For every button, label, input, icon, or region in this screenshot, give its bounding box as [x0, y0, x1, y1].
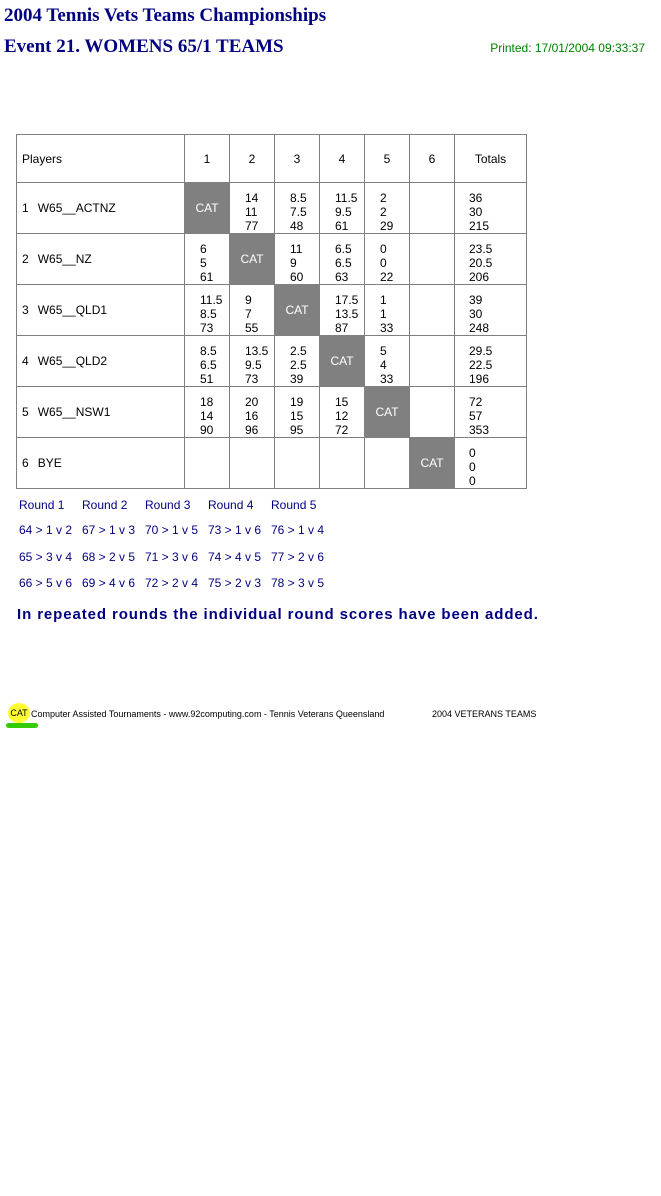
round-match: 75 > 2 v 3 [208, 576, 262, 590]
score-cell [185, 387, 230, 438]
total-value: 206 [469, 270, 490, 284]
score-cell [410, 285, 455, 336]
round-match: 67 > 1 v 3 [82, 523, 136, 537]
score-values [230, 285, 274, 335]
column-header-6: 6 [410, 135, 455, 183]
score-cell [320, 234, 365, 285]
column-header-4: 4 [320, 135, 365, 183]
score-cell [185, 234, 230, 285]
score-cell [275, 438, 320, 489]
round-header-5: Round 5 [271, 498, 317, 512]
score-value: 77 [245, 219, 259, 233]
totals-cell [455, 234, 527, 285]
logo-underline [6, 723, 38, 728]
round-match: 70 > 1 v 5 [145, 523, 199, 537]
score-value: 61 [200, 270, 214, 284]
score-values [320, 183, 364, 233]
score-value: 9.5 [335, 205, 352, 219]
score-cell [365, 336, 410, 387]
score-cell [275, 234, 320, 285]
score-value: 2.5 [290, 344, 307, 358]
player-cell [17, 387, 185, 438]
player-name: W65__QLD1 [37, 303, 108, 317]
score-value: 87 [335, 321, 349, 335]
rounds-row [19, 576, 334, 602]
player-cell [17, 183, 185, 234]
score-cell [365, 183, 410, 234]
score-cell [185, 285, 230, 336]
round-match: 65 > 3 v 4 [19, 550, 73, 564]
totals-header: Totals [455, 135, 527, 183]
player-name: W65__ACTNZ [37, 201, 116, 215]
column-header-3: 3 [275, 135, 320, 183]
score-value: 6.5 [335, 256, 352, 270]
score-value: 55 [245, 321, 259, 335]
total-value: 0 [469, 460, 476, 474]
score-value: 0 [380, 242, 387, 256]
table-row [17, 285, 527, 336]
total-value: 22.5 [469, 358, 493, 372]
player-number: 5 [22, 405, 29, 419]
score-values [230, 336, 274, 386]
total-value: 39 [469, 293, 483, 307]
score-values [320, 234, 364, 284]
table-row [17, 438, 527, 489]
score-cell [365, 285, 410, 336]
score-value: 7.5 [290, 205, 307, 219]
player-number: 4 [22, 354, 29, 368]
player-cell [17, 234, 185, 285]
players-header: Players [17, 135, 185, 183]
score-value: 2.5 [290, 358, 307, 372]
score-values [365, 183, 409, 233]
score-cell [320, 438, 365, 489]
totals-cell [455, 438, 527, 489]
score-values [185, 285, 229, 335]
score-value: 11.5 [335, 191, 358, 205]
rounds-schedule [19, 498, 334, 602]
score-value: 15 [335, 395, 349, 409]
score-value: 8.5 [200, 307, 217, 321]
score-value: 72 [335, 423, 349, 437]
score-value: 96 [245, 423, 259, 437]
score-value: 1 [380, 293, 387, 307]
table-row [17, 183, 527, 234]
score-value: 9 [245, 293, 252, 307]
round-match: 64 > 1 v 2 [19, 523, 73, 537]
table-row [17, 336, 527, 387]
score-value: 5 [380, 344, 387, 358]
score-values [275, 234, 319, 284]
score-value: 11 [245, 205, 258, 219]
score-value: 11 [290, 242, 303, 256]
event-title: Event 21. WOMENS 65/1 TEAMS [4, 36, 284, 57]
totals-cell [455, 183, 527, 234]
page-title: 2004 Tennis Vets Teams Championships [4, 5, 327, 26]
score-value: 13.5 [335, 307, 359, 321]
player-number: 6 [22, 456, 29, 470]
round-match: 69 > 4 v 6 [82, 576, 136, 590]
round-match: 78 > 3 v 5 [271, 576, 325, 590]
total-value: 20.5 [469, 256, 493, 270]
score-values [230, 183, 274, 233]
column-header-5: 5 [365, 135, 410, 183]
score-value: 0 [380, 256, 387, 270]
score-value: 1 [380, 307, 387, 321]
repeated-rounds-note: In repeated rounds the individual round scores have been added. [17, 606, 539, 623]
score-value: 4 [380, 358, 387, 372]
score-value: 73 [200, 321, 214, 335]
score-value: 8.5 [290, 191, 307, 205]
rounds-row [19, 523, 334, 550]
score-value: 73 [245, 372, 259, 386]
score-values [230, 387, 274, 437]
score-value: 8.5 [200, 344, 217, 358]
score-value: 14 [245, 191, 259, 205]
column-header-2: 2 [230, 135, 275, 183]
total-value: 29.5 [469, 344, 493, 358]
player-cell [17, 438, 185, 489]
results-table [16, 134, 527, 489]
score-values [275, 387, 319, 437]
score-cell [320, 183, 365, 234]
score-value: 61 [335, 219, 349, 233]
score-value: 18 [200, 395, 214, 409]
score-value: 33 [380, 321, 394, 335]
score-values [365, 285, 409, 335]
score-cell [410, 183, 455, 234]
score-value: 51 [200, 372, 214, 386]
cat-cell: CAT [275, 285, 320, 336]
score-value: 11.5 [200, 293, 223, 307]
round-match: 66 > 5 v 6 [19, 576, 73, 590]
score-values [185, 234, 229, 284]
round-match: 68 > 2 v 5 [82, 550, 136, 564]
score-values [275, 336, 319, 386]
rounds-header-row [19, 498, 334, 523]
totals-cell [455, 387, 527, 438]
cat-cell: CAT [230, 234, 275, 285]
total-value: 36 [469, 191, 483, 205]
total-value: 248 [469, 321, 490, 335]
score-cell [230, 285, 275, 336]
score-values [365, 234, 409, 284]
table-row [17, 387, 527, 438]
player-name: BYE [37, 456, 62, 470]
score-values [365, 336, 409, 386]
rounds-row [19, 550, 334, 576]
cat-cell: CAT [185, 183, 230, 234]
totals-values [455, 336, 526, 386]
round-header-1: Round 1 [19, 498, 65, 512]
score-value: 5 [200, 256, 207, 270]
score-value: 6 [200, 242, 207, 256]
round-match: 73 > 1 v 6 [208, 523, 262, 537]
round-match: 72 > 2 v 4 [145, 576, 199, 590]
round-match: 77 > 2 v 6 [271, 550, 325, 564]
score-cell [410, 336, 455, 387]
score-cell [275, 183, 320, 234]
score-value: 2 [380, 191, 387, 205]
score-cell [275, 336, 320, 387]
total-value: 0 [469, 474, 476, 488]
column-header-1: 1 [185, 135, 230, 183]
score-value: 63 [335, 270, 349, 284]
score-value: 14 [200, 409, 214, 423]
table-row [17, 234, 527, 285]
score-value: 13.5 [245, 344, 269, 358]
totals-values [455, 183, 526, 233]
player-number: 2 [22, 252, 29, 266]
totals-values [455, 285, 526, 335]
score-value: 9 [290, 256, 297, 270]
score-cell [230, 183, 275, 234]
score-value: 15 [290, 409, 304, 423]
score-cell [185, 336, 230, 387]
total-value: 23.5 [469, 242, 493, 256]
score-value: 9.5 [245, 358, 262, 372]
score-value: 90 [200, 423, 214, 437]
round-header-4: Round 4 [208, 498, 254, 512]
round-header-3: Round 3 [145, 498, 191, 512]
score-values [320, 387, 364, 437]
score-cell [275, 387, 320, 438]
score-cell [365, 438, 410, 489]
score-value: 33 [380, 372, 394, 386]
score-cell [230, 438, 275, 489]
player-cell [17, 336, 185, 387]
score-value: 17.5 [335, 293, 359, 307]
score-value: 7 [245, 307, 252, 321]
score-cell [410, 234, 455, 285]
total-value: 30 [469, 307, 483, 321]
score-value: 20 [245, 395, 259, 409]
score-cell [320, 387, 365, 438]
totals-values [455, 387, 526, 437]
score-cell [320, 285, 365, 336]
score-values [320, 285, 364, 335]
score-value: 6.5 [335, 242, 352, 256]
total-value: 353 [469, 423, 490, 437]
total-value: 30 [469, 205, 483, 219]
score-value: 2 [380, 205, 387, 219]
total-value: 0 [469, 446, 476, 460]
score-value: 29 [380, 219, 394, 233]
totals-values [455, 438, 526, 488]
score-cell [230, 387, 275, 438]
player-name: W65__QLD2 [37, 354, 108, 368]
player-cell [17, 285, 185, 336]
player-name: W65__NZ [37, 252, 92, 266]
cat-cell: CAT [410, 438, 455, 489]
score-values [275, 183, 319, 233]
score-cell [230, 336, 275, 387]
score-value: 22 [380, 270, 394, 284]
totals-values [455, 234, 526, 284]
total-value: 215 [469, 219, 490, 233]
footer-credit: Computer Assisted Tournaments - www.92computing.com - Tennis Veterans Queensland [31, 709, 385, 719]
score-value: 60 [290, 270, 304, 284]
score-values [185, 336, 229, 386]
score-cell [410, 387, 455, 438]
footer-event-name: 2004 VETERANS TEAMS [432, 709, 537, 719]
totals-cell [455, 336, 527, 387]
score-value: 16 [245, 409, 259, 423]
score-value: 95 [290, 423, 304, 437]
player-number: 1 [22, 201, 29, 215]
cat-logo-icon: CAT [8, 703, 30, 723]
round-header-2: Round 2 [82, 498, 128, 512]
cat-cell: CAT [320, 336, 365, 387]
score-value: 19 [290, 395, 304, 409]
score-value: 6.5 [200, 358, 217, 372]
round-match: 74 > 4 v 5 [208, 550, 262, 564]
round-match: 76 > 1 v 4 [271, 523, 325, 537]
player-name: W65__NSW1 [37, 405, 111, 419]
score-value: 48 [290, 219, 304, 233]
total-value: 57 [469, 409, 483, 423]
round-match: 71 > 3 v 6 [145, 550, 199, 564]
printed-timestamp: Printed: 17/01/2004 09:33:37 [490, 41, 645, 55]
score-cell [185, 438, 230, 489]
score-value: 39 [290, 372, 304, 386]
score-cell [365, 234, 410, 285]
totals-cell [455, 285, 527, 336]
score-value: 12 [335, 409, 349, 423]
player-number: 3 [22, 303, 29, 317]
table-header-row [17, 135, 527, 183]
total-value: 196 [469, 372, 490, 386]
score-values [185, 387, 229, 437]
total-value: 72 [469, 395, 483, 409]
cat-cell: CAT [365, 387, 410, 438]
